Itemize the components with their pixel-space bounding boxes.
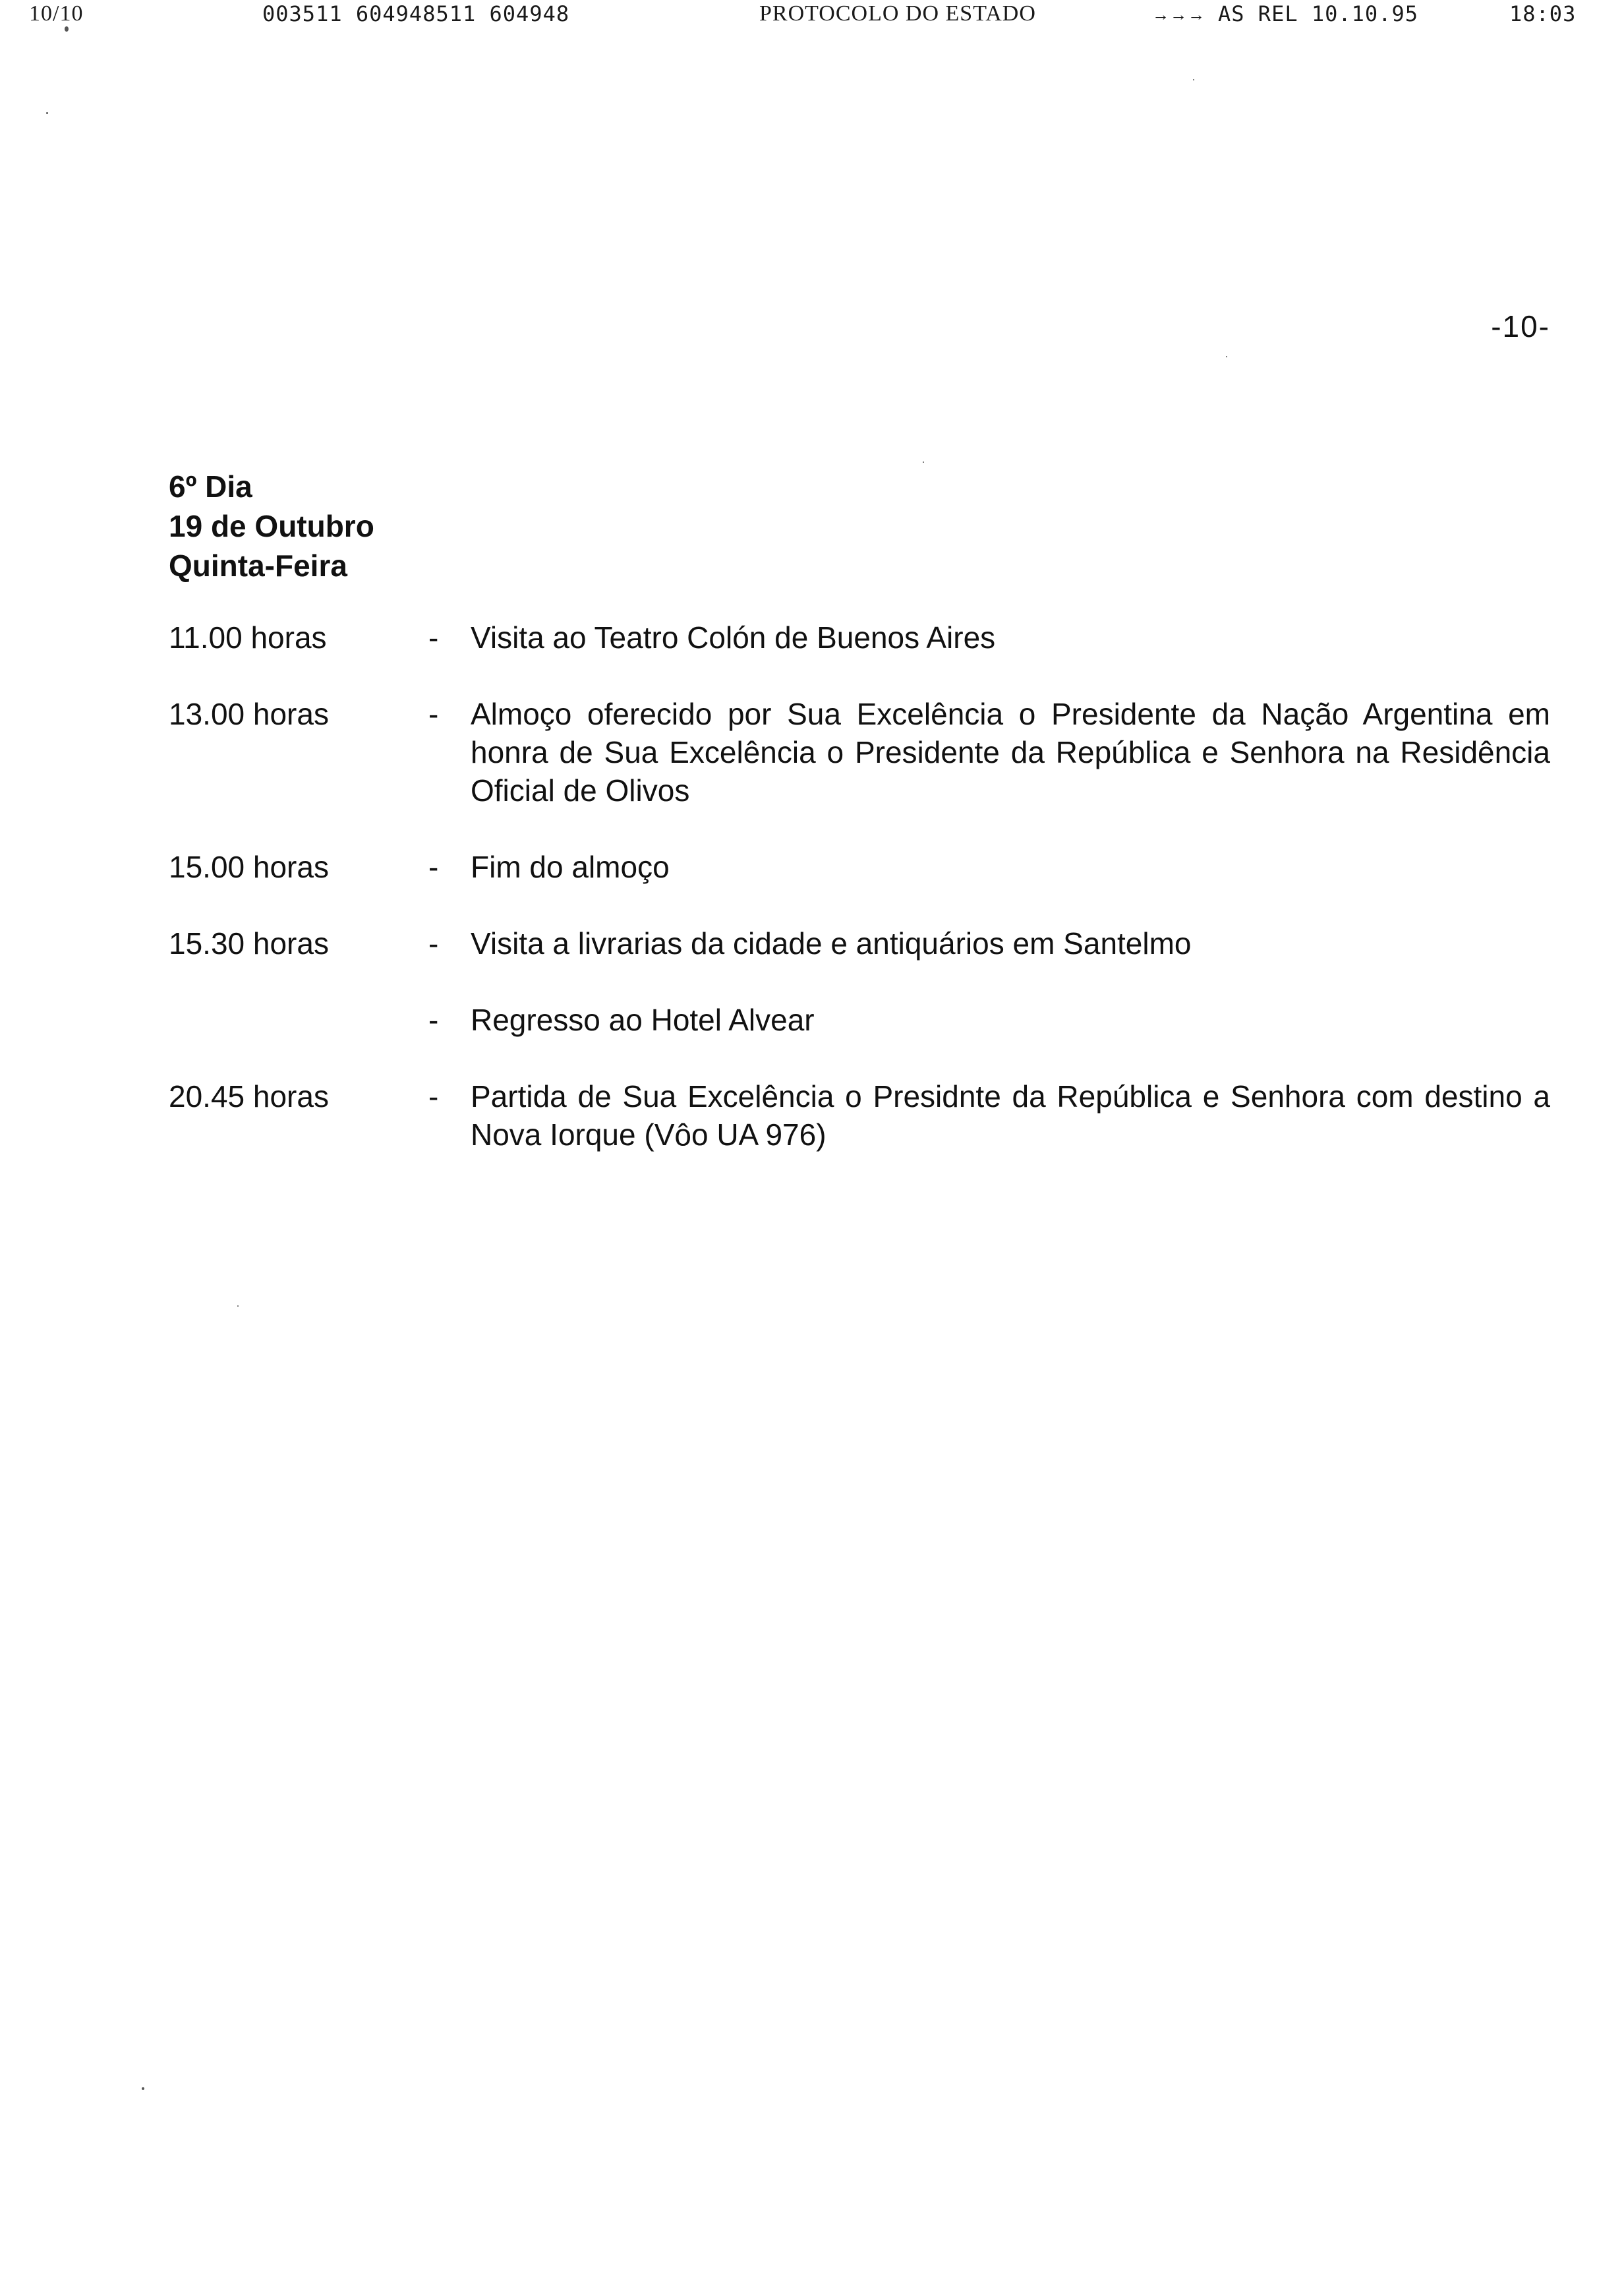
schedule-dash: - <box>428 1003 439 1037</box>
fax-page-count: 10/10 <box>29 1 84 26</box>
schedule-description: Visita a livrarias da cidade e antiquários em Santelmo <box>471 926 1192 961</box>
schedule-row <box>169 695 1550 810</box>
fax-time: 18:03 <box>1509 1 1577 26</box>
scan-speck <box>1226 356 1227 357</box>
schedule-description: Almoço oferecido por Sua Excelência o Presidente da Nação Argentina em honra de Sua Excelência o Presidente da República e Senhora na Residência Oficial de Olivos <box>471 697 1550 808</box>
day-heading <box>169 467 374 585</box>
schedule-list <box>169 618 1550 1192</box>
schedule-time: 15.30 horas <box>169 926 329 961</box>
scan-speck <box>46 112 48 114</box>
schedule-dash: - <box>428 926 439 961</box>
fax-sender-name: PROTOCOLO DO ESTADO <box>759 1 1036 26</box>
schedule-description: Fim do almoço <box>471 850 670 884</box>
schedule-dash: - <box>428 850 439 884</box>
schedule-row <box>169 924 1550 963</box>
scan-speck <box>237 1305 239 1307</box>
fax-destination: AS REL 10.10.95 <box>1218 1 1418 26</box>
schedule-dash: - <box>428 1079 439 1114</box>
schedule-time: 13.00 horas <box>169 697 329 731</box>
scan-speck <box>142 2087 144 2090</box>
scan-speck <box>923 461 924 463</box>
page-number: -10- <box>1491 309 1550 343</box>
schedule-time: 20.45 horas <box>169 1079 329 1114</box>
schedule-row <box>169 618 1550 657</box>
schedule-time: 11.00 horas <box>169 620 327 655</box>
schedule-description: Partida de Sua Excelência o Presidnte da República e Senhora com destino a Nova Iorque (Vôo UA 976) <box>471 1079 1550 1152</box>
fax-arrows: →→→ <box>1152 5 1205 24</box>
schedule-row <box>169 848 1550 886</box>
schedule-time: 15.00 horas <box>169 850 329 884</box>
fax-sender-number: 003511 604948511 604948 <box>262 1 570 26</box>
schedule-dash: - <box>428 620 439 655</box>
scan-speck <box>65 26 69 32</box>
schedule-row <box>169 1077 1550 1154</box>
day-weekday: Quinta-Feira <box>169 549 347 583</box>
fax-transmission-header <box>0 0 1624 40</box>
schedule-row <box>169 1001 1550 1039</box>
day-date: 19 de Outubro <box>169 509 374 543</box>
schedule-description: Regresso ao Hotel Alvear <box>471 1003 815 1037</box>
scan-speck <box>1193 79 1194 80</box>
day-number: 6º Dia <box>169 469 252 504</box>
schedule-dash: - <box>428 697 439 731</box>
schedule-description: Visita ao Teatro Colón de Buenos Aires <box>471 620 996 655</box>
